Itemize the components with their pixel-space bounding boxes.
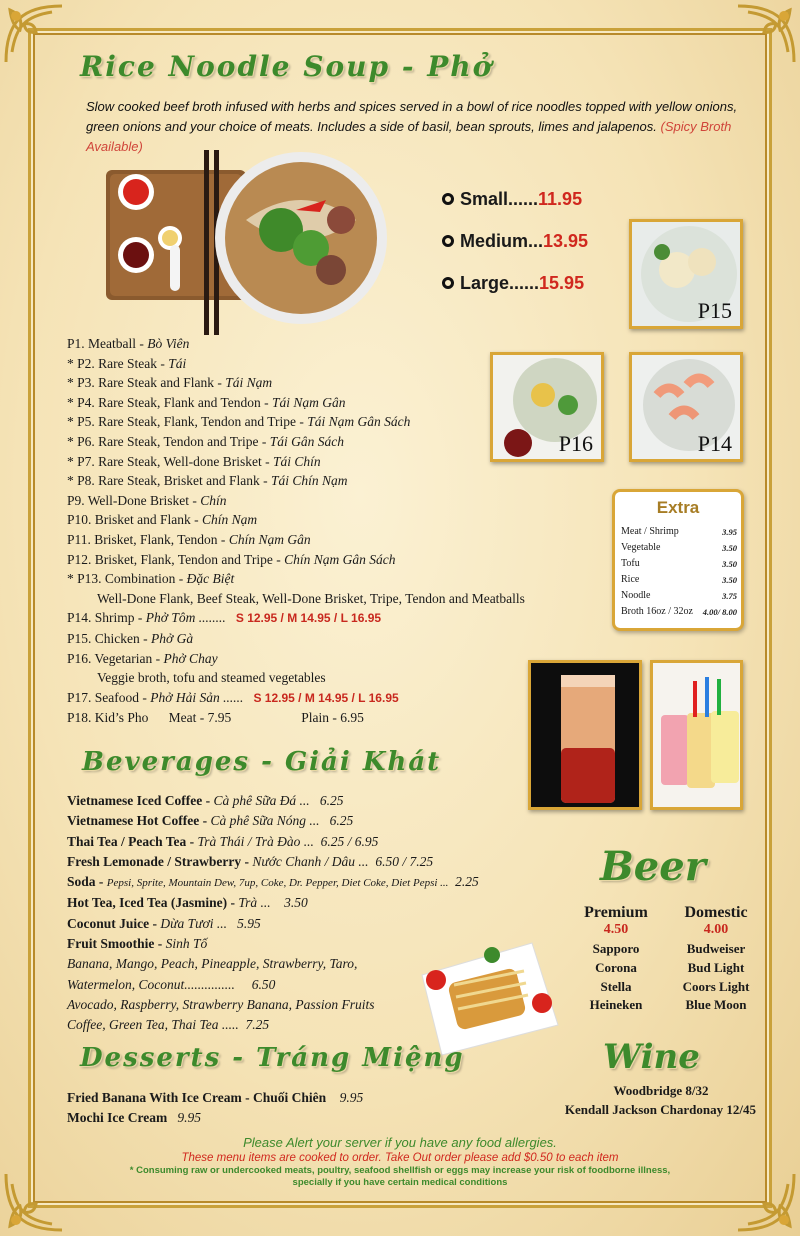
corner-ornament-icon [2,2,66,66]
list-item: Fresh Lemonade / Strawberry - Nước Chanh / Dâu ... 6.50 / 7.25 [67,853,434,869]
photo-p16: P16 [490,352,604,462]
list-item: P10. Brisket and Flank - Chín Nạm [67,512,258,528]
list-item: Broth 16oz / 32oz 4.00/ 8.00 [621,606,737,617]
list-item: P17. Seafood - Phở Hải Sản ...... S 12.95 / M 14.95 / L 16.95 [67,689,399,705]
list-item: * P6. Rare Steak, Tendon and Tripe - Tái Gân Sách [67,433,345,449]
list-item: Tofu 3.50 [621,558,737,569]
takeout-note: These menu items are cooked to order. Take Out order please add $0.50 to each item [181,1152,619,1164]
size-large: Large...... 15.95 [442,262,588,304]
extra-box [612,489,744,631]
list-item: Fruit Smoothie - Sinh Tố [67,936,208,952]
list-item: P9. Well-Done Brisket - Chín [67,492,227,508]
allergy-note: Please Alert your server if you have any food allergies. [243,1135,557,1150]
list-item: P18. Kid’s Pho Meat - 7.95 Plain - 6.95 [67,710,364,726]
list-item: P12. Brisket, Flank, Tendon and Tripe - Chín Nạm Gân Sách [67,551,396,567]
list-item: Hot Tea, Iced Tea (Jasmine) - Trà ... 3.50 [67,895,308,911]
wine-section-title: Wine [603,1037,700,1077]
extra-title: Extra [656,498,700,517]
list-item: Rice 3.50 [621,574,737,585]
list-item: * P4. Rare Steak, Flank and Tendon - Tái Nạm Gân [67,394,346,410]
list-item: P11. Brisket, Flank, Tendon - Chín Nạm Gân [67,531,311,547]
list-item: Woodbridge 8/32 [613,1083,709,1098]
size-small: Small...... 11.95 [442,178,588,220]
pho-bowl-image [106,150,406,335]
beer-premium-column: Premium 4.50 Sapporo Corona Stella Heineken [584,904,648,1013]
spicy-note: (Spicy Broth Available) [86,119,732,154]
size-medium: Medium... 13.95 [442,220,588,262]
p13-description: Well-Done Flank, Beef Steak, Well-Done Brisket, Tripe, Tendon and Meatballs [97,590,525,606]
list-item: P14. Shrimp - Phở Tôm ........ S 12.95 / M 14.95 / L 16.95 [67,610,382,626]
list-item: P1. Meatball - Bò Viên [67,336,190,351]
p16-description: Veggie broth, tofu and steamed vegetables [97,670,326,686]
pho-section-title: Rice Noodle Soup - Phở [80,50,494,83]
list-item: Vegetable 3.50 [621,542,737,553]
list-item: Vietnamese Hot Coffee - Cà phê Sữa Nóng ... 6.25 [67,813,354,829]
footer-notes [60,1134,740,1189]
list-item: Coconut Juice - Dừa Tươi ... 5.95 [67,915,261,931]
smoothie-line: Coffee, Green Tea, Thai Tea ..... 7.25 [67,1017,270,1033]
smoothie-line: Avocado, Raspberry, Strawberry Banana, Passion Fruits [67,996,375,1012]
desserts-section-title: Desserts - Tráng Miệng [80,1043,465,1073]
raw-food-warning-2: specially if you have certain medical conditions [292,1177,508,1188]
photo-p14: P14 [629,352,743,462]
raw-food-warning: * Consuming raw or undercooked meats, poultry, seafood shellfish or eggs may increase your risk of foodborne illness, [129,1165,671,1176]
corner-ornament-icon [2,1170,66,1234]
beer-domestic-column: Domestic 4.00 Budweiser Bud Light Coors Light Blue Moon [682,904,750,1013]
list-item: * P2. Rare Steak - Tái [67,355,187,371]
pho-size-list [442,178,588,304]
smoothie-line: Banana, Mango, Peach, Pineapple, Strawberry, Taro, [67,956,358,972]
pho-description: Slow cooked beef broth infused with herbs and spices served in a bowl of rice noodles topped with yellow onions, green onions and your choice of meats. Includes a side of basil, bean sprouts, limes and jalapenos. (Spicy Broth Available) [86,99,738,154]
list-item: * P8. Rare Steak, Brisket and Flank - Tái Chín Nạm [67,473,348,489]
list-item: Kendall Jackson Chardonay 12/45 [564,1102,756,1117]
corner-ornament-icon [734,1170,798,1234]
list-item: Vietnamese Iced Coffee - Cà phê Sữa Đá ... 6.25 [67,793,344,808]
smoothie-line: Watermelon, Coconut............... 6.50 [67,976,276,992]
photo-smoothies [650,660,743,810]
beer-section-title: Beer [600,843,706,890]
beverages-section-title: Beverages - Giải Khát [82,747,442,777]
dessert-list [67,1088,363,1128]
list-item: Soda - Pepsi, Sprite, Mountain Dew, 7up, Coke, Dr. Pepper, Diet Coke, Diet Pepsi ... 2.25 [67,874,479,890]
corner-ornament-icon [734,2,798,66]
list-item: P15. Chicken - Phở Gà [67,630,194,646]
wine-list [546,1081,756,1119]
list-item: Noodle 3.75 [621,590,737,601]
pho-item-list [67,334,525,728]
list-item: * P5. Rare Steak, Flank, Tendon and Tripe - Tái Nạm Gân Sách [67,414,411,430]
bullet-icon [442,235,454,247]
photo-p15: P15 [629,219,743,329]
list-item: * P7. Rare Steak, Well-done Brisket - Tái Chín [67,453,321,469]
bullet-icon [442,193,454,205]
list-item: * P3. Rare Steak and Flank - Tái Nạm [67,375,273,391]
bullet-icon [442,277,454,289]
list-item: Thai Tea / Peach Tea - Trà Thái / Trà Đào ... 6.25 / 6.95 [67,833,379,849]
list-item: P16. Vegetarian - Phở Chay [67,650,218,666]
list-item: Fried Banana With Ice Cream - Chuối Chiên 9.95 [67,1090,364,1105]
list-item: Mochi Ice Cream 9.95 [67,1110,201,1125]
list-item: Meat / Shrimp 3.95 [621,526,737,537]
fried-banana-image [412,935,564,1060]
list-item: * P13. Combination - Đặc Biệt [67,571,235,587]
photo-iced-tea [528,660,642,810]
